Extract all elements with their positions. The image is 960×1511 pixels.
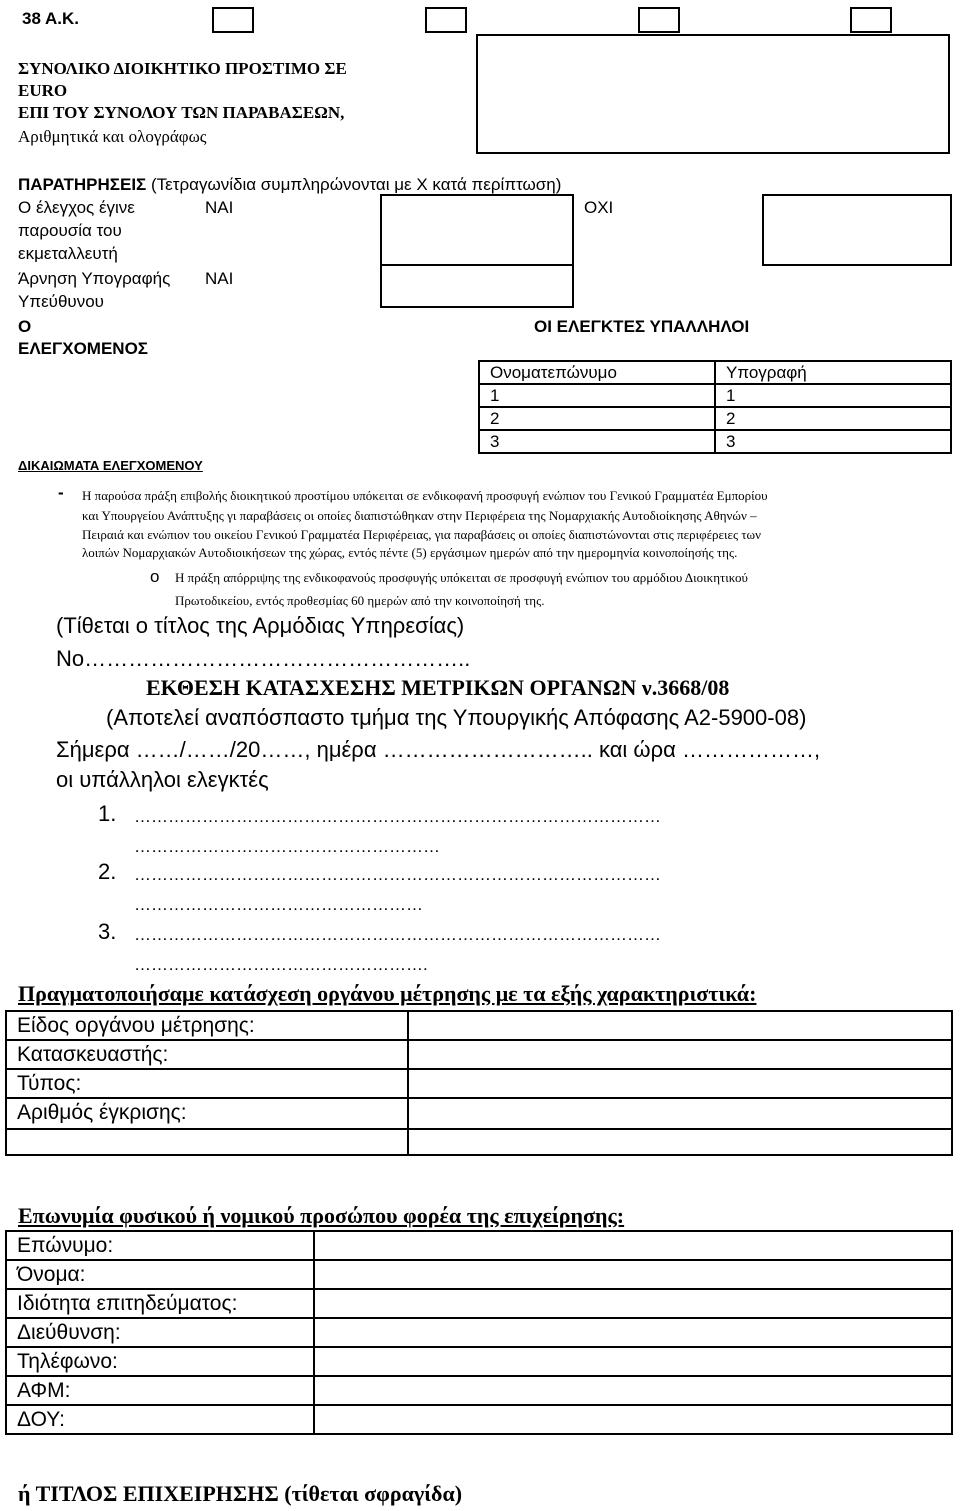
inspector-name-cell[interactable]: 1 — [479, 384, 715, 407]
tax-office-field[interactable] — [314, 1405, 952, 1434]
officer-line-2a[interactable]: ………………………………………………………………………………… — [134, 865, 661, 884]
inspector-signature-cell[interactable]: 2 — [715, 407, 951, 430]
rights-dash: - — [58, 483, 64, 502]
inspector-row — [479, 407, 951, 430]
presence-no-checkbox[interactable] — [762, 194, 952, 266]
empty-field-cell[interactable] — [408, 1129, 952, 1155]
header-box-4[interactable] — [850, 7, 892, 33]
business-row — [6, 1289, 952, 1318]
remarks-title — [18, 174, 561, 196]
officer-line-1a[interactable]: ………………………………………………………………………………… — [134, 807, 661, 826]
rights-title: ΔΙΚΑΙΩΜΑΤΑ ΕΛΕΓΧΟΜΕΝΟΥ — [18, 458, 203, 473]
officer-line-3a[interactable]: ………………………………………………………………………………… — [134, 925, 661, 944]
remarks-title-note: (Τετραγωνίδια συμπληρώνονται με Χ κατά περίπτωση) — [146, 175, 562, 194]
business-row — [6, 1347, 952, 1376]
approval-number-label: Αριθμός έγκρισης: — [6, 1098, 408, 1129]
inspectors-table — [478, 360, 952, 454]
instrument-type-field[interactable] — [408, 1011, 952, 1040]
manufacturer-label: Κατασκευαστής: — [6, 1040, 408, 1069]
inspectors-header-row — [479, 361, 951, 384]
seizure-row — [6, 1069, 952, 1098]
officer-line-3b[interactable]: ……………………………………………. — [134, 955, 428, 974]
manufacturer-field[interactable] — [408, 1040, 952, 1069]
first-name-field[interactable] — [314, 1260, 952, 1289]
article-label: 38 Α.Κ. — [22, 9, 80, 28]
inspector-signature-cell[interactable]: 1 — [715, 384, 951, 407]
header-box-3[interactable] — [638, 7, 680, 33]
report-subtitle: (Αποτελεί αναπόσπαστο τμήμα της Υπουργικής Απόφασης Α2-5900-08) — [106, 705, 807, 730]
fine-subtitle: Αριθμητικά και ολογράφως — [18, 127, 207, 146]
inspector-name-cell[interactable]: 2 — [479, 407, 715, 430]
business-row — [6, 1405, 952, 1434]
remarks-title-bold: ΠΑΡΑΤΗΡΗΣΕΙΣ — [18, 175, 147, 194]
business-row — [6, 1231, 952, 1260]
phone-field[interactable] — [314, 1347, 952, 1376]
inspectors-label: ΟΙ ΕΛΕΓΚΤΕΣ ΥΠΑΛΛΗΛΟΙ — [534, 317, 750, 336]
rights-para1-line4: λοιπών Νομαρχιακών Αυτοδιοικήσεων της χώρας, εντός πέντε (5) εργάσιμων ημερών από την ημερομηνία κοινοποίησής της. — [82, 545, 738, 560]
seizure-row — [6, 1011, 952, 1040]
inspector-row — [479, 384, 951, 407]
tax-id-label: ΑΦΜ: — [6, 1376, 314, 1405]
surname-label: Επώνυμο: — [6, 1231, 314, 1260]
address-label: Διεύθυνση: — [6, 1318, 314, 1347]
business-table — [5, 1230, 953, 1435]
officer-line-2b[interactable]: …………………………………………… — [134, 895, 423, 914]
seizure-row — [6, 1098, 952, 1129]
rights-para2-line1: Η πράξη απόρριψης της ενδικοφανούς προσφυγής υπόκειται σε προσφυγή ενώπιον του αρμόδιου Διοικητικού — [175, 570, 748, 585]
presence-label-3: εκμεταλλευτή — [18, 244, 118, 263]
business-row — [6, 1376, 952, 1405]
seizure-row-empty — [6, 1129, 952, 1155]
presence-no-label: ΟΧΙ — [584, 198, 614, 217]
date-line[interactable]: Σήμερα ……/……/20……, ημέρα ……………………….. και ώρα ………………, — [56, 737, 821, 762]
inspected-label-1: Ο — [18, 317, 32, 336]
officer-number-1: 1. — [98, 801, 117, 826]
empty-label-cell — [6, 1129, 408, 1155]
footer-title: ή ΤΙΤΛΟΣ ΕΠΙΧΕΙΡΗΣΗΣ (τίθεται σφραγίδα) — [18, 1481, 463, 1506]
first-name-label: Όνομα: — [6, 1260, 314, 1289]
service-placeholder: (Τίθεται ο τίτλος της Αρμόδιας Υπηρεσίας) — [56, 613, 465, 638]
header-box-2[interactable] — [425, 7, 467, 33]
rights-para1-line3: Πειραιά και ενώπιον του οικείου Γενικού Γραμματέα Περιφέρειας, για παραβάσεις οι οποίες διαπιστώνονται στις περιφέρειες των — [82, 527, 761, 542]
tax-id-field[interactable] — [314, 1376, 952, 1405]
refusal-yes-checkbox[interactable] — [380, 264, 574, 308]
presence-label-2: παρουσία του — [18, 221, 122, 240]
profession-label: Ιδιότητα επιτηδεύματος: — [6, 1289, 314, 1318]
phone-label: Τηλέφωνο: — [6, 1347, 314, 1376]
presence-yes-checkbox[interactable] — [380, 194, 574, 266]
inspector-name-cell[interactable]: 3 — [479, 430, 715, 453]
refusal-label-2: Υπεύθυνου — [18, 292, 104, 311]
approval-number-field[interactable] — [408, 1098, 952, 1129]
officer-line-1b[interactable]: ……………………………………………… — [134, 837, 440, 856]
address-field[interactable] — [314, 1318, 952, 1347]
fine-title-line-3: ΕΠΙ ΤΟΥ ΣΥΝΟΛΟΥ ΤΩΝ ΠΑΡΑΒΑΣΕΩΝ, — [18, 103, 345, 122]
business-row — [6, 1318, 952, 1347]
signature-header: Υπογραφή — [715, 361, 951, 384]
refusal-yes-label: ΝΑΙ — [205, 269, 234, 288]
officer-number-2: 2. — [98, 859, 117, 884]
inspected-label-2: ΕΛΕΓΧΟΜΕΝΟΣ — [18, 339, 148, 358]
profession-field[interactable] — [314, 1289, 952, 1318]
inspector-signature-cell[interactable]: 3 — [715, 430, 951, 453]
seizure-title: Πραγματοποιήσαμε κατάσχεση οργάνου μέτρησης με τα εξής χαρακτηριστικά: — [18, 981, 757, 1006]
rights-para1-line2: και Υπουργείου Ανάπτυξης γι παραβάσεις οι οποίες διαπιστώθηκαν στην Περιφέρεια της Νομαρχιακής Αυτοδιοίκησης Αθηνών – — [82, 508, 757, 523]
inspector-row — [479, 430, 951, 453]
type-label: Τύπος: — [6, 1069, 408, 1098]
surname-field[interactable] — [314, 1231, 952, 1260]
fine-title-line-1: ΣΥΝΟΛΙΚΟ ΔΙΟΙΚΗΤΙΚΟ ΠΡΟΣΤΙΜΟ ΣΕ — [18, 59, 347, 78]
business-row — [6, 1260, 952, 1289]
rights-para2-line2: Πρωτοδικείου, εντός προθεσμίας 60 ημερών από την κοινοποίησή της. — [175, 593, 545, 608]
officers-line: οι υπάλληλοι ελεγκτές — [56, 767, 269, 792]
header-box-1[interactable] — [212, 7, 254, 33]
officer-number-3: 3. — [98, 919, 117, 944]
seizure-table — [5, 1010, 953, 1156]
presence-label-1: Ο έλεγχος έγινε — [18, 198, 135, 217]
instrument-type-label: Είδος οργάνου μέτρησης: — [6, 1011, 408, 1040]
fine-title-line-2: EURO — [18, 81, 68, 100]
refusal-label-1: Άρνηση Υπογραφής — [18, 269, 171, 288]
total-fine-field[interactable] — [476, 34, 950, 154]
presence-yes-label: ΝΑΙ — [205, 198, 234, 217]
report-number[interactable]: Νο…………………………………………….. — [56, 646, 471, 671]
business-title: Επωνυμία φυσικού ή νομικού προσώπου φορέα της επιχείρησης: — [18, 1203, 625, 1228]
rights-bullet: o — [150, 567, 160, 586]
tax-office-label: ΔΟΥ: — [6, 1405, 314, 1434]
name-header: Ονοματεπώνυμο — [479, 361, 715, 384]
report-title: ΕΚΘΕΣΗ ΚΑΤΑΣΧΕΣΗΣ ΜΕΤΡΙΚΩΝ ΟΡΓΑΝΩΝ ν.3668/08 — [146, 675, 730, 700]
rights-para1-line1: Η παρούσα πράξη επιβολής διοικητικού προστίμου υπόκειται σε ενδικοφανή προσφυγή ενώπιον του Γενικού Γραμματέα Εμπορίου — [82, 488, 768, 503]
seizure-row — [6, 1040, 952, 1069]
type-field[interactable] — [408, 1069, 952, 1098]
